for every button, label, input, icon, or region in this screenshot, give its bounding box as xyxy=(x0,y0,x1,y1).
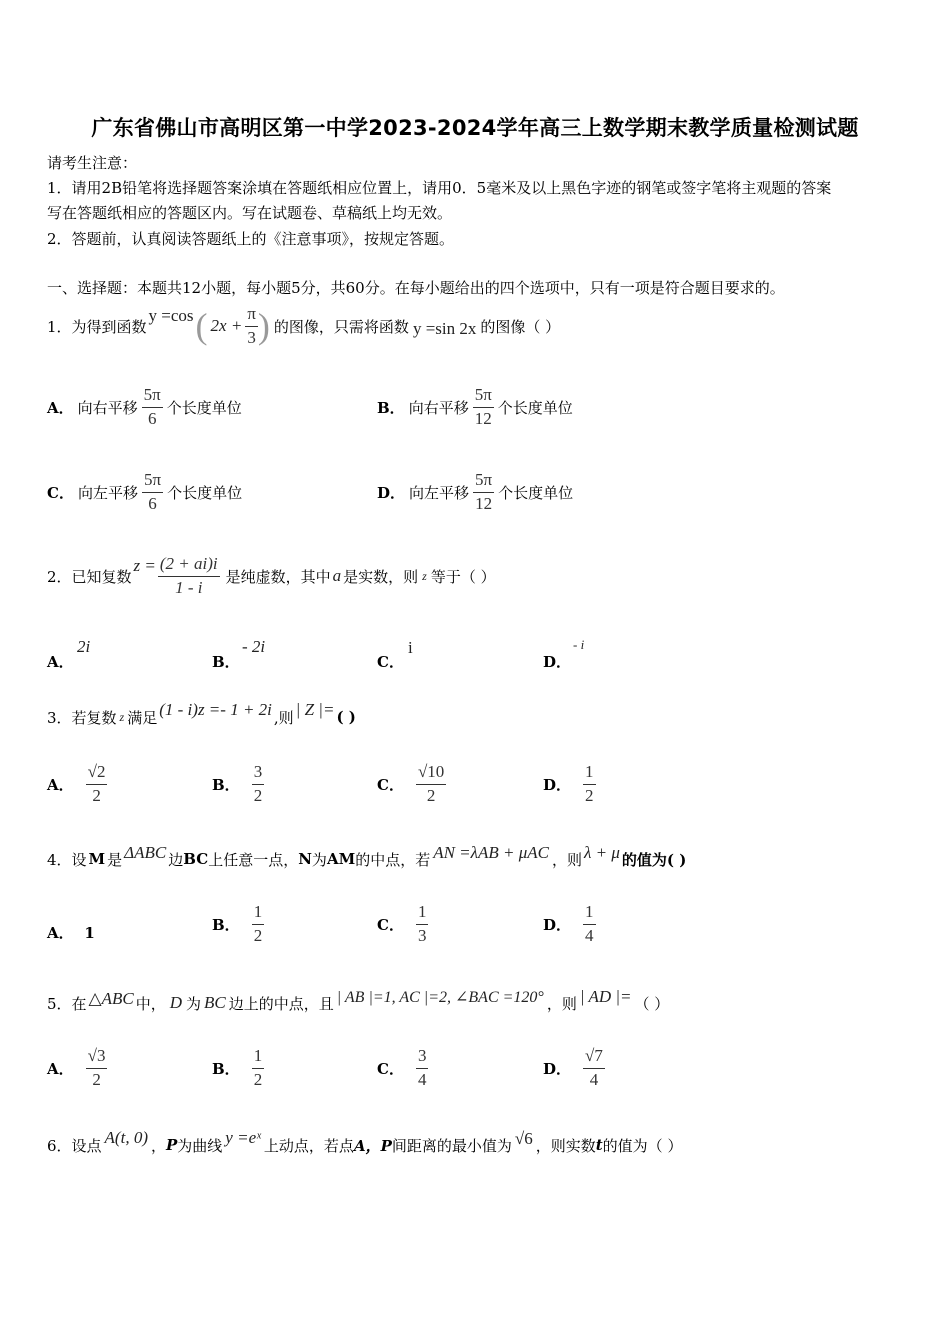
q6-t: t xyxy=(595,1136,603,1154)
option-label: C． xyxy=(377,1059,404,1078)
option-text: 向右平移 xyxy=(408,398,469,417)
q1-function-2: y =sin 2x xyxy=(412,319,477,338)
q1-frac-num: π xyxy=(245,305,258,327)
frac-num: 1 xyxy=(252,903,265,925)
option-label: D． xyxy=(543,775,572,794)
frac-num: 5π xyxy=(473,471,494,493)
frac-num: 1 xyxy=(583,763,596,785)
frac-den: 2 xyxy=(92,1069,101,1089)
q6-mid4: ，则实数 xyxy=(535,1136,596,1155)
q1-option-c[interactable] xyxy=(47,468,242,516)
q4-equation: AN =λAB + μAC xyxy=(433,843,550,862)
frac-num: √7 xyxy=(583,1047,605,1069)
frac-den: 4 xyxy=(589,1069,599,1089)
q5-d: D xyxy=(169,993,183,1012)
q1-function-inner: 2x + xyxy=(210,316,243,335)
option-value: - i xyxy=(573,637,585,652)
q5-option-b[interactable] xyxy=(212,1041,264,1095)
q1-pi-over-3 xyxy=(245,305,258,347)
q1-option-b[interactable] xyxy=(377,383,573,431)
option-label: A． xyxy=(47,653,74,671)
option-text: 向左平移 xyxy=(409,483,470,502)
q4-mid5: ，则 xyxy=(552,850,583,869)
q3-prefix: 3．若复数 xyxy=(47,708,117,727)
option-label: A． xyxy=(47,1059,74,1078)
option-fraction xyxy=(252,763,265,805)
frac-num: 5π xyxy=(142,386,163,408)
frac-num: √3 xyxy=(86,1047,108,1069)
q5-condition: | AB |=1, AC |=2, ∠BAC =120° xyxy=(336,989,544,1006)
q5-mid2: 为 xyxy=(186,994,202,1013)
q4-n: N xyxy=(298,850,312,868)
q6-suffix: 的值为（ ） xyxy=(602,1136,683,1155)
option-label: A． xyxy=(47,775,74,794)
q1-option-d[interactable] xyxy=(377,468,573,516)
q4-sum: λ + μ xyxy=(584,843,620,862)
q2-mid2: 是实数，则 xyxy=(343,567,419,586)
q4-prefix: 4．设 xyxy=(47,850,87,869)
option-fraction xyxy=(86,1047,108,1089)
frac-den: 4 xyxy=(585,925,594,945)
frac-den: 2 xyxy=(253,785,263,805)
q4-m: M xyxy=(88,850,106,868)
question-3 xyxy=(47,700,356,734)
q3-equation: (1 - i)z =- 1 + 2i xyxy=(159,700,272,719)
q4-triangle: ΔABC xyxy=(124,843,167,862)
q6-ap: A，P xyxy=(353,1136,392,1155)
q5-suffix: （ ） xyxy=(634,994,670,1013)
frac-den: 2 xyxy=(92,785,101,805)
q3-option-d[interactable] xyxy=(543,757,596,811)
q3-var-z: z xyxy=(119,709,125,724)
q5-ask: | AD |= xyxy=(579,987,632,1006)
page-title: 广东省佛山市高明区第一中学2023-2024学年高三上数学期末教学质量检测试题 xyxy=(91,116,859,140)
frac-den: 6 xyxy=(147,408,157,428)
option-fraction xyxy=(142,471,163,513)
q1-function-lhs: y =cos xyxy=(148,306,194,325)
option-fraction xyxy=(473,386,494,428)
q6-point-a: A(t, 0) xyxy=(104,1128,148,1147)
q5-triangle: △ABC xyxy=(88,989,134,1008)
q6-mid2: 上动点，若点 xyxy=(263,1136,354,1155)
q4-is: 是 xyxy=(107,850,123,869)
q5-bc: BC xyxy=(204,993,226,1012)
option-label: B． xyxy=(212,915,240,934)
frac-num: √2 xyxy=(86,763,108,785)
option-label: D． xyxy=(543,653,572,671)
option-label: B． xyxy=(377,398,405,417)
q1-option-a[interactable] xyxy=(47,383,242,431)
q6-distance: √6 xyxy=(514,1129,533,1148)
frac-num: 5π xyxy=(142,471,163,493)
q4-mid: 边 xyxy=(168,850,184,869)
option-label: D． xyxy=(377,483,406,502)
q2-prefix: 2．已知复数 xyxy=(47,567,132,586)
frac-den: 4 xyxy=(417,1069,427,1089)
q4-mid4: 的中点，若 xyxy=(355,850,431,869)
q5-mid: 中， xyxy=(135,994,166,1013)
option-fraction xyxy=(416,763,446,805)
question-1 xyxy=(47,304,560,348)
q6-prefix: 6．设点 xyxy=(47,1136,102,1155)
option-fraction xyxy=(142,386,163,428)
q1-prefix: 1．为得到函数 xyxy=(47,317,147,336)
q2-mid: 是纯虚数，其中 xyxy=(225,567,331,586)
question-6 xyxy=(47,1127,682,1163)
notes-item2: 2．答题前，认真阅读答题纸上的《注意事项》，按规定答题。 xyxy=(47,230,455,248)
q4-bc: BC xyxy=(183,850,209,868)
option-label: C． xyxy=(47,483,74,502)
frac-num: 3 xyxy=(252,763,265,785)
frac-num: √10 xyxy=(416,763,446,785)
q4-option-c[interactable] xyxy=(377,897,428,951)
q6-mid3: 间距离的最小值为 xyxy=(391,1136,512,1155)
q2-frac-num: (2 + ai)i xyxy=(158,555,220,577)
frac-den: 2 xyxy=(253,925,263,945)
option-text: 个长度单位 xyxy=(497,398,573,417)
option-fraction xyxy=(583,1047,605,1089)
q3-suffix: ( ) xyxy=(336,708,356,726)
q6-curve: y =eˣ xyxy=(225,1128,261,1147)
option-fraction xyxy=(252,903,265,945)
q6-comma: ， xyxy=(150,1136,166,1155)
q6-p: P xyxy=(166,1136,178,1154)
option-label: D． xyxy=(543,915,572,934)
q1-paren-close: ) xyxy=(257,306,270,346)
option-fraction xyxy=(473,471,494,513)
q2-var-a: a xyxy=(332,566,342,585)
option-text: 向左平移 xyxy=(77,483,138,502)
q4-am: AM xyxy=(326,850,356,868)
option-fraction xyxy=(86,763,108,805)
question-2 xyxy=(47,552,496,600)
option-label: B． xyxy=(212,1059,240,1078)
option-label: C． xyxy=(377,775,404,794)
frac-den: 6 xyxy=(148,493,157,513)
q4-option-d[interactable] xyxy=(543,897,596,951)
option-value: - 2i xyxy=(242,637,266,656)
option-text: 个长度单位 xyxy=(166,398,242,417)
q5-prefix: 5．在 xyxy=(47,994,87,1013)
frac-den: 2 xyxy=(585,785,594,805)
q1-mid: 的图像，只需将函数 xyxy=(273,317,409,336)
option-text: 向右平移 xyxy=(77,398,138,417)
option-label: C． xyxy=(377,915,404,934)
q4-option-a[interactable] xyxy=(47,922,95,943)
q5-mid4: ，则 xyxy=(546,994,577,1013)
option-fraction xyxy=(416,903,429,945)
frac-num: 1 xyxy=(252,1047,265,1069)
option-label: A． xyxy=(47,924,74,942)
frac-den: 2 xyxy=(426,785,436,805)
notes-item1-line2: 写在答题纸相应的答题区内。写在试题卷、草稿纸上均无效。 xyxy=(47,204,453,222)
option-fraction xyxy=(583,763,596,805)
q3-option-b[interactable] xyxy=(212,757,264,811)
option-fraction xyxy=(583,903,596,945)
q5-mid3: 边上的中点，且 xyxy=(228,994,334,1013)
q4-suffix: 的值为( ) xyxy=(621,850,687,869)
option-label: C． xyxy=(377,653,404,671)
option-fraction xyxy=(416,1047,429,1089)
option-value: i xyxy=(408,638,413,657)
notes-item1-line1: 1．请用2B铅笔将选择题答案涂填在答题纸相应位置上，请用0．5毫米及以上黑色字迹的钢笔或签字笔将主观题的答案 xyxy=(47,179,832,197)
q1-frac-den: 3 xyxy=(247,327,256,347)
notes-heading: 请考生注意： xyxy=(47,154,138,172)
q2-suffix: 等于（ ） xyxy=(430,567,496,586)
q1-paren-open: ( xyxy=(195,306,208,346)
option-label: B． xyxy=(212,775,240,794)
frac-den: 12 xyxy=(474,408,492,428)
frac-num: 3 xyxy=(416,1047,429,1069)
q5-option-d[interactable] xyxy=(543,1041,605,1095)
frac-num: 1 xyxy=(416,903,429,925)
option-label: A． xyxy=(47,398,74,417)
option-text: 个长度单位 xyxy=(498,483,574,502)
question-4 xyxy=(47,842,686,876)
q3-option-a[interactable] xyxy=(47,757,107,811)
q4-option-b[interactable] xyxy=(212,897,264,951)
q1-suffix: 的图像（ ） xyxy=(480,317,561,336)
option-value: 1 xyxy=(84,924,95,942)
option-label: D． xyxy=(543,1059,572,1078)
q2-frac-den: 1 - i xyxy=(175,577,203,597)
q3-option-c[interactable] xyxy=(377,757,446,811)
option-value: 2i xyxy=(77,637,91,656)
q6-mid: 为曲线 xyxy=(177,1136,223,1155)
frac-num: 1 xyxy=(583,903,596,925)
frac-num: 5π xyxy=(473,386,494,408)
q3-abs: | Z |= xyxy=(295,700,335,719)
frac-den: 12 xyxy=(475,493,493,513)
q5-option-a[interactable] xyxy=(47,1041,107,1095)
option-text: 个长度单位 xyxy=(167,483,243,502)
q3-mid: 满足 xyxy=(127,708,158,727)
frac-den: 2 xyxy=(253,1069,263,1089)
q3-mid2: ,则 xyxy=(273,708,294,727)
q2-var-z: z xyxy=(422,568,427,583)
option-fraction xyxy=(252,1047,265,1089)
option-label: B． xyxy=(212,653,240,671)
q5-option-c[interactable] xyxy=(377,1041,428,1095)
frac-den: 3 xyxy=(417,925,427,945)
q2-lhs: z = xyxy=(133,556,156,575)
q4-mid3: 为 xyxy=(311,850,327,869)
section-heading: 一、选择题：本题共12小题，每小题5分，共60分。在每小题给出的四个选项中，只有一项是符合题目要求的。 xyxy=(47,279,785,297)
q4-mid2: 上任意一点， xyxy=(208,850,299,869)
q2-fraction xyxy=(158,555,220,597)
question-5 xyxy=(47,986,669,1020)
